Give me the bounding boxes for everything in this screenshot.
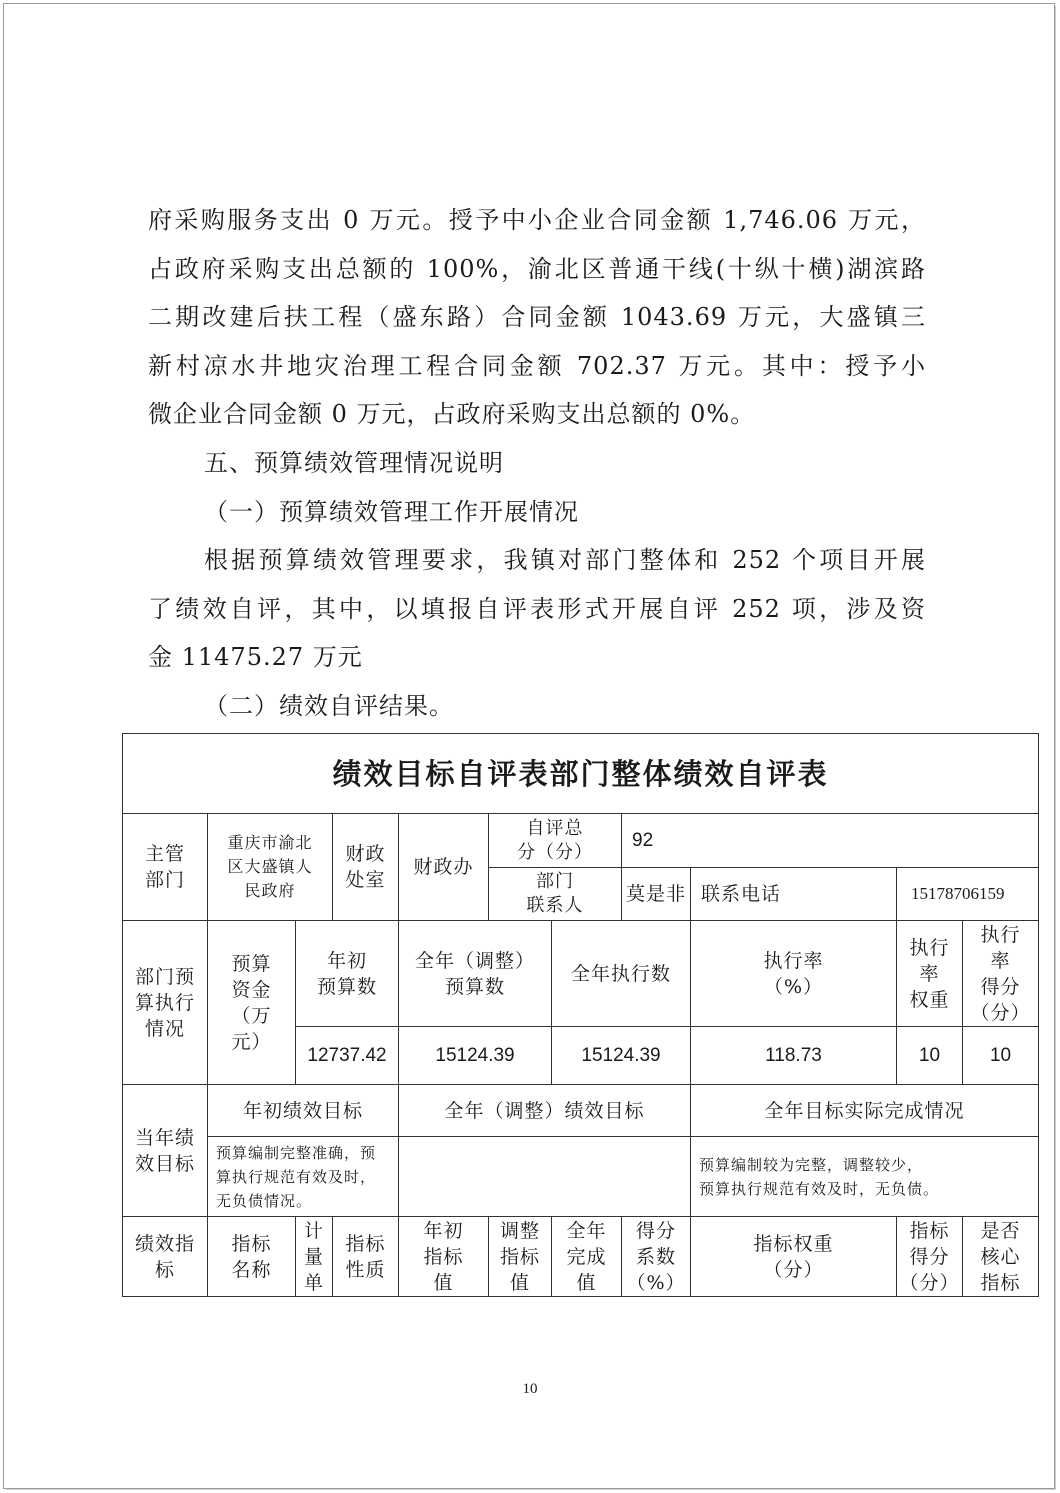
goal-label: 当年绩 效目标 xyxy=(123,1085,208,1217)
score-label: 自评总 分（分） xyxy=(489,814,622,868)
contact-label: 部门 联系人 xyxy=(489,868,622,921)
val-rate-weight: 10 xyxy=(897,1027,963,1085)
col-rate-weight: 执行 率 权重 xyxy=(897,921,963,1027)
ind-weight-header: 指标权重 （分） xyxy=(691,1217,897,1297)
phone-label: 联系电话 xyxy=(691,868,897,921)
col-exec-rate: 执行率 （%） xyxy=(691,921,897,1027)
paragraph-line: 新村凉水井地灾治理工程合同金额 702.37 万元。其中：授予小 xyxy=(148,351,926,380)
col-rate-score: 执行 率 得分 （分） xyxy=(963,921,1039,1027)
budget-label: 预算 资金 （万 元） xyxy=(208,921,296,1085)
ind-adjusted-header: 调整 指标 值 xyxy=(489,1217,552,1297)
col-executed: 全年执行数 xyxy=(552,921,691,1027)
paragraph-line: 了绩效自评，其中，以填报自评表形式开展自评 252 项，涉及资 xyxy=(148,594,926,623)
paragraph-line: 二期改建后扶工程（盛东路）合同金额 1043.69 万元，大盛镇三 xyxy=(148,303,926,332)
paragraph-line: 占政府采购支出总额的 100%，渝北区普通干线(十纵十横)湖滨路 xyxy=(148,254,926,283)
ind-core-header: 是否 核心 指标 xyxy=(963,1217,1039,1297)
ind-initial-header: 年初 指标 值 xyxy=(399,1217,489,1297)
office-value: 财政办 xyxy=(399,814,489,921)
contact-value: 莫是非 xyxy=(622,868,691,921)
phone-value: 15178706159 xyxy=(897,868,1039,921)
paragraph-line: 根据预算绩效管理要求，我镇对部门整体和 252 个项目开展 xyxy=(204,546,926,575)
goal-adjusted-text xyxy=(399,1137,691,1217)
ind-complete-header: 全年 完成 值 xyxy=(552,1217,622,1297)
indicator-label: 绩效指 标 xyxy=(123,1217,208,1297)
office-label: 财政 处室 xyxy=(333,814,399,921)
dept-label: 主管 部门 xyxy=(123,814,208,921)
val-rate-score: 10 xyxy=(963,1027,1039,1085)
self-evaluation-form xyxy=(122,733,1031,1296)
val-exec-rate: 118.73 xyxy=(691,1027,897,1085)
ind-unit-header: 计 量 单 xyxy=(296,1217,333,1297)
col-adjusted-budget: 全年（调整） 预算数 xyxy=(399,921,552,1027)
goal-actual-header: 全年目标实际完成情况 xyxy=(691,1085,1039,1137)
paragraph-line: 府采购服务支出 0 万元。授予中小企业合同金额 1,746.06 万元， xyxy=(148,206,926,234)
val-executed: 15124.39 xyxy=(552,1027,691,1085)
paragraph-line: 金 11475.27 万元 xyxy=(148,643,363,672)
goal-adjusted-header: 全年（调整）绩效目标 xyxy=(399,1085,691,1137)
ind-coef-header: 得分 系数 （%） xyxy=(622,1217,691,1297)
goal-initial-header: 年初绩效目标 xyxy=(208,1085,399,1137)
goal-initial-text: 预算编制完整准确，预 算执行规范有效及时， 无负债情况。 xyxy=(208,1137,399,1217)
col-initial-budget: 年初 预算数 xyxy=(296,921,399,1027)
dept-value: 重庆市渝北 区大盛镇人 民政府 xyxy=(208,814,333,921)
subsection-heading: （一）预算绩效管理工作开展情况 xyxy=(204,497,579,526)
ind-nature-header: 指标 性质 xyxy=(333,1217,399,1297)
form-title: 绩效目标自评表部门整体绩效自评表 xyxy=(123,734,1039,814)
page-number: 10 xyxy=(522,1381,538,1397)
evaluation-table xyxy=(122,733,1039,1297)
ind-name-header: 指标 名称 xyxy=(208,1217,296,1297)
body-text xyxy=(148,196,926,731)
val-initial-budget: 12737.42 xyxy=(296,1027,399,1085)
val-adjusted-budget: 15124.39 xyxy=(399,1027,552,1085)
score-value: 92 xyxy=(622,814,1039,868)
paragraph-line: 微企业合同金额 0 万元，占政府采购支出总额的 0%。 xyxy=(148,400,756,429)
goal-actual-text: 预算编制较为完整，调整较少， 预算执行规范有效及时，无负债。 xyxy=(691,1137,1039,1217)
subsection-heading: （二）绩效自评结果。 xyxy=(204,691,454,720)
section-heading: 五、预算绩效管理情况说明 xyxy=(204,448,504,477)
exec-label: 部门预 算执行 情况 xyxy=(123,921,208,1085)
ind-score-header: 指标 得分 （分） xyxy=(897,1217,963,1297)
